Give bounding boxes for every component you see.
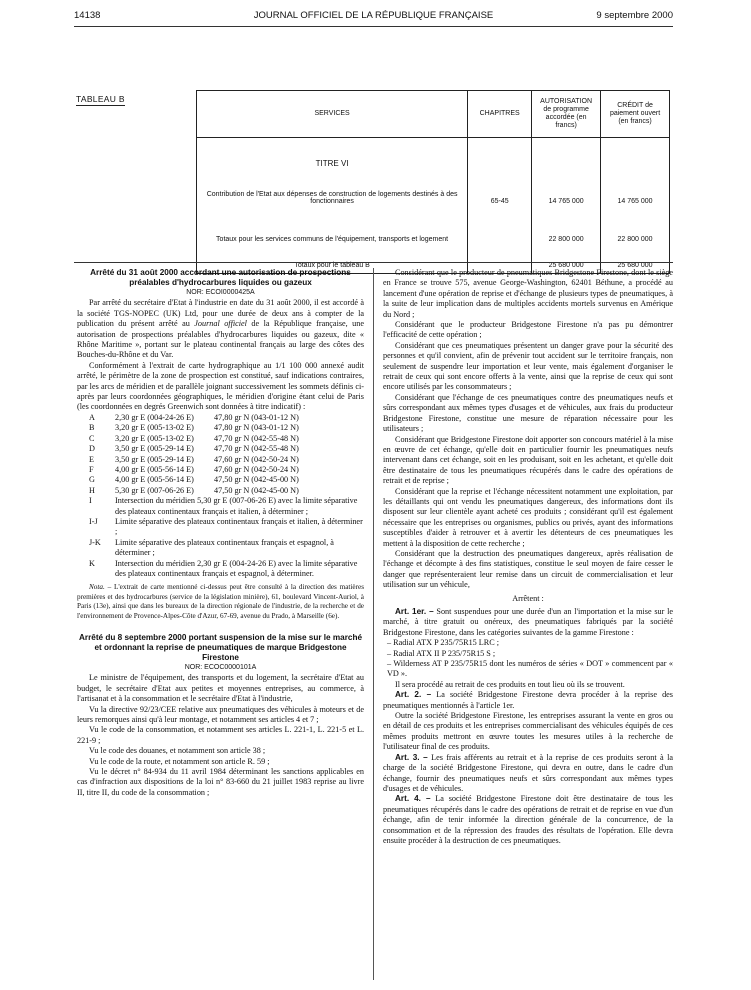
table-header-row <box>197 91 670 138</box>
page-header <box>74 10 673 24</box>
article-1: Art. 1er. – Sont suspendues pour une durée d'un an l'importation et la mise sur le marché, à titre gratuit ou onéreux, des pneumatiques fabriqués par la société Bridgestone Firestone, dans les catégories suivantes de la gamme Firestone : <box>383 607 673 637</box>
nota-paragraph: Nota. – L'extrait de carte mentionné ci-dessus peut être consulté à la direction des matières premières et des hydrocarbures (service de la législation minière), 61, boulevard Vincent-Auriol, à Paris (13e), ainsi que dans les bureaux de la direction régionale de l'industrie, de la recherche et de l'environnement de Provence-Alpes-Côte d'Azur, 67-69, avenue du Prado, à Marseille (6e). <box>77 583 364 620</box>
table-row <box>197 207 670 245</box>
column-divider <box>373 268 374 980</box>
row-ap: 14 765 000 <box>532 171 601 207</box>
table-title-row <box>197 138 670 172</box>
row-label: Contribution de l'Etat aux dépenses de construction de logements destinés à des fonctionnaires <box>197 171 468 207</box>
table-section-title: TITRE VI <box>197 138 468 172</box>
coordinate-row: B 3,20 gr E (005-13-02 E) 47,80 gr N (043-01-12 N) <box>89 423 299 433</box>
considerant-paragraph: Considérant que ces pneumatiques présentent un danger grave pour la sécurité des personnes et qu'il convient, afin de prévenir tout accident sur le territoire français, non seulement de suspendre leur importation et leur vente, mais également d'organiser le retrait de ceux qui sont encore offerts à la vente, ainsi que la reprise de ceux qui sont encore utilisés par les consommateurs ; <box>383 340 673 392</box>
col-services: SERVICES <box>197 91 468 138</box>
considerant-paragraph: Considérant que la destruction des pneumatiques dangereux, après réalisation de l'échange et décompte à des fins statistiques, constitue le seul moyen de faire cesser le danger que représenteraient leur remise dans un circuit de commercialisation et leur utilisation sur un véhicule, <box>383 548 673 590</box>
article-3: Art. 3. – Les frais afférents au retrait et à la reprise de ces produits seront à la charge de la société Bridgestone Firestone, qui devra en outre, dans le cadre d'un échange, fournir des pneumatiques neufs et sûrs correspondant aux mêmes types d'usages et de véhicules. <box>383 752 673 793</box>
arrete-1-paragraph: Par arrêté du secrétaire d'Etat à l'industrie en date du 31 août 2000, il est accordé à la société TGS-NOPEC (UK) Ltd, pour une durée de deux ans à compter de la publication du présent arrêté au Journal officiel de la République française, une autorisation de prospections préalables d'hydrocarbures liquides ou gazeux, dite « Rhône Maritime », portant sur le plateau continental français au large des côtes des Bouches-du-Rhône et du Var. <box>77 298 364 360</box>
arrete-2-paragraph: Vu la directive 92/23/CEE relative aux pneumatiques des véhicules à moteurs et de leurs remorques ainsi qu'à leur montage, et notamment ses articles 4 et 7 ; <box>77 704 364 725</box>
arrete-2-paragraph: Le ministre de l'équipement, des transports et du logement, la secrétaire d'Etat au budget, le secrétaire d'Etat aux petites et moyennes entreprises, au commerce, à l'artisanat et à la consommation et le secrétaire d'Etat à l'industrie, <box>77 673 364 704</box>
row-ap: 25 680 000 <box>532 245 601 274</box>
article-2-paragraph: Outre la société Bridgestone Firestone, les entreprises assurant la vente en gros ou en détail de ces produits et les entreprises commercialisant des véhicules équipés de ces mêmes produits mettront en œuvre toutes les mesures utiles à la recherche de l'utilisateur final de ces produits. <box>383 711 673 752</box>
boundary-item: I-J Limite séparative des plateaux continentaux français et italien, à déterminer ; <box>89 516 363 537</box>
left-column <box>77 268 364 798</box>
boundary-item: K Intersection du méridien 2,30 gr E (004-24-26 E) avec la limite séparative des plateaux continentaux français et espagnol, à déterminer. <box>89 558 358 578</box>
arrete-2-nor: NOR: ECOC0000101A <box>184 664 257 671</box>
arretent-heading: Arrêtent : <box>512 593 544 603</box>
article-1-end: Il sera procédé au retrait de ces produits en tout lieu où ils se trouvent. <box>395 679 625 689</box>
considerant-paragraph: Considérant que le producteur Bridgestone Firestone n'a pas pu démontrer l'efficacité de cette opération ; <box>383 320 673 340</box>
tyre-model-item: – Radial ATX P 235/75R15 LRC ; <box>387 638 500 648</box>
section-rule <box>74 262 673 263</box>
article-4: Art. 4. – La société Bridgestone Firestone doit être destinataire de tous les pneumatiques récupérés dans le cadre des opérations de retrait et de reprise en vue d'un échange, afin de tenir informée la direction générale de la concurrence, de la consommation et de la répression des fraudes des résultats de l'opération. Elle devra ensuite procéder à la destruction de ces pneumatiques. <box>383 794 673 845</box>
coordinate-row: G 4,00 gr E (005-56-14 E) 47,50 gr N (042-45-00 N) <box>89 475 299 485</box>
considerant-paragraph: Considérant que Bridgestone Firestone doit apporter son concours matériel à la mise en œuvre de cet échange, qu'elle doit en particulier fournir les pneumatiques neufs intervenant dans cet échange, soit en les produisant, soit en les achetant, et qu'elle doit être destinataire de tous les pneumatiques récupérés dans le cadre des opérations de retrait et de reprise ; <box>383 434 673 486</box>
considerant-paragraph: Considérant que l'échange de ces pneumatiques contre des pneumatiques neufs et sûrs correspondant aux mêmes types d'usages et de véhicules, aux frais du producteur Bridgestone Firestone, constitue une mesure de réparation nécessaire pour les utilisateurs ; <box>383 392 673 434</box>
header-rule <box>74 26 673 27</box>
tyre-model-item: – Radial ATX II P 235/75R15 S ; <box>387 648 496 658</box>
coordinate-row: D 3,50 gr E (005-29-14 E) 47,70 gr N (042-55-48 N) <box>89 444 299 454</box>
coordinate-row: F 4,00 gr E (005-56-14 E) 47,60 gr N (042-50-24 N) <box>89 464 299 474</box>
right-column <box>383 268 673 846</box>
coordinate-row: C 3,20 gr E (005-13-02 E) 47,70 gr N (042-55-48 N) <box>89 433 299 443</box>
article-2: Art. 2. – La société Bridgestone Firestone devra procéder à la reprise des pneumatiques mentionnés à l'article 1er. <box>383 690 673 710</box>
row-label: Totaux pour les services communs de l'équipement, transports et logement <box>197 207 468 245</box>
boundary-item: I Intersection du méridien 5,30 gr E (007-06-26 E) avec la limite séparative des plateaux continentaux français et italien, à déterminer ; <box>89 496 358 516</box>
row-ap: 22 800 000 <box>532 207 601 245</box>
table-label: TABLEAU B <box>76 94 125 104</box>
boundary-item: J-K Limite séparative des plateaux continentaux français et espagnol, à déterminer ; <box>89 537 334 558</box>
col-credit: CRÉDIT de paiement ouvert (en francs) <box>601 91 670 138</box>
issue-date: 9 septembre 2000 <box>596 10 673 21</box>
arrete-2-paragraph: Vu le code de la route, et notamment son article R. 59 ; <box>89 756 270 766</box>
coordinate-row: H 5,30 gr E (007-06-26 E) 47,50 gr N (042-45-00 N) <box>89 485 299 495</box>
arrete-1-nor: NOR: ECOI0000425A <box>186 289 255 296</box>
coordinate-row: E 3,50 gr E (005-29-14 E) 47,60 gr N (042-50-24 N) <box>89 454 299 464</box>
budget-table <box>196 90 670 274</box>
row-cp: 22 800 000 <box>601 207 670 245</box>
considerant-paragraph: Considérant que la reprise et l'échange nécessitent notamment une exploitation, par les détaillants qui ont vendu les pneumatiques dangereux, des informations dont ils disposent sur leur clientèle ayant acheté ces produits ; considérant qu'il est également nécessaire que les entreprises ou organismes, publics ou privés, ayant des informations susceptibles d'aider à retrouver et à avertir les détenteurs de ces pneumatiques les mettent à la disposition de cette recherche ; <box>383 486 673 548</box>
row-chapitre <box>468 207 532 245</box>
row-cp: 25 680 000 <box>601 245 670 274</box>
journal-title: JOURNAL OFFICIEL DE LA RÉPUBLIQUE FRANÇAISE <box>253 10 494 21</box>
coordinate-row: A 2,30 gr E (004-24-26 E) 47,80 gr N (043-01-12 N) <box>89 412 299 422</box>
row-chapitre: 65-45 <box>468 171 532 207</box>
arrete-1-paragraph: Conformément à l'extrait de carte hydrographique au 1/1 100 000 annexé audit arrêté, le périmètre de la zone de prospection est constitué, sauf indications contraires, par les arcs de méridien et de parallèle joignant successivement les sommets définis ci-après par leurs coordonnées géographiques, le méridien d'origine étant celui de Paris (les coordonnées en degrés Greenwich sont données à titre indicatif) : <box>77 360 364 412</box>
col-autorisation: AUTORISATION de programme accordée (en francs) <box>532 91 601 138</box>
col-chapitres: CHAPITRES <box>468 91 532 138</box>
arrete-2-paragraph: Vu le décret n° 84-934 du 11 avril 1984 déterminant les sanctions applicables en cas d'infraction aux dispositions de la loi n° 83-660 du 21 juillet 1983 reprise au livre II, titre II, du code de la consommation ; <box>77 767 364 797</box>
page-number: 14138 <box>74 10 101 21</box>
arrete-1-title: Arrêté du 31 août 2000 accordant une autorisation de prospections préalables d'hydrocarbures liquides ou gazeux <box>90 268 351 287</box>
considerant-paragraph: Considérant que le producteur de pneumatiques Bridgestone Firestone, dont le siège en France se trouve 575, avenue George-Washington, 62401 Béthune, a procédé au lancement d'une opération de reprise et d'échange de plusieurs types de pneumatiques, à la suite de leur implication dans de multiples accidents mortels survenus en Amérique du Nord ; <box>383 268 673 319</box>
row-label: Totaux pour le tableau B <box>197 245 468 274</box>
arrete-2-title: Arrêté du 8 septembre 2000 portant suspension de la mise sur le marché et ordonnant la reprise de pneumatiques de marque Bridgestone Firestone <box>78 633 363 662</box>
coordinate-list <box>77 413 364 580</box>
arrete-2-paragraph: Vu le code de la consommation, et notamment ses articles L. 221-1, L. 221-5 et L. 221-9 ; <box>77 725 364 745</box>
row-cp: 14 765 000 <box>601 171 670 207</box>
arrete-2-paragraph: Vu le code des douanes, et notamment son article 38 ; <box>89 746 266 756</box>
table-row <box>197 171 670 207</box>
tyre-model-item: – Wilderness AT P 235/75R15 dont les numéros de séries « DOT » commencent par « VD ». <box>387 659 673 679</box>
